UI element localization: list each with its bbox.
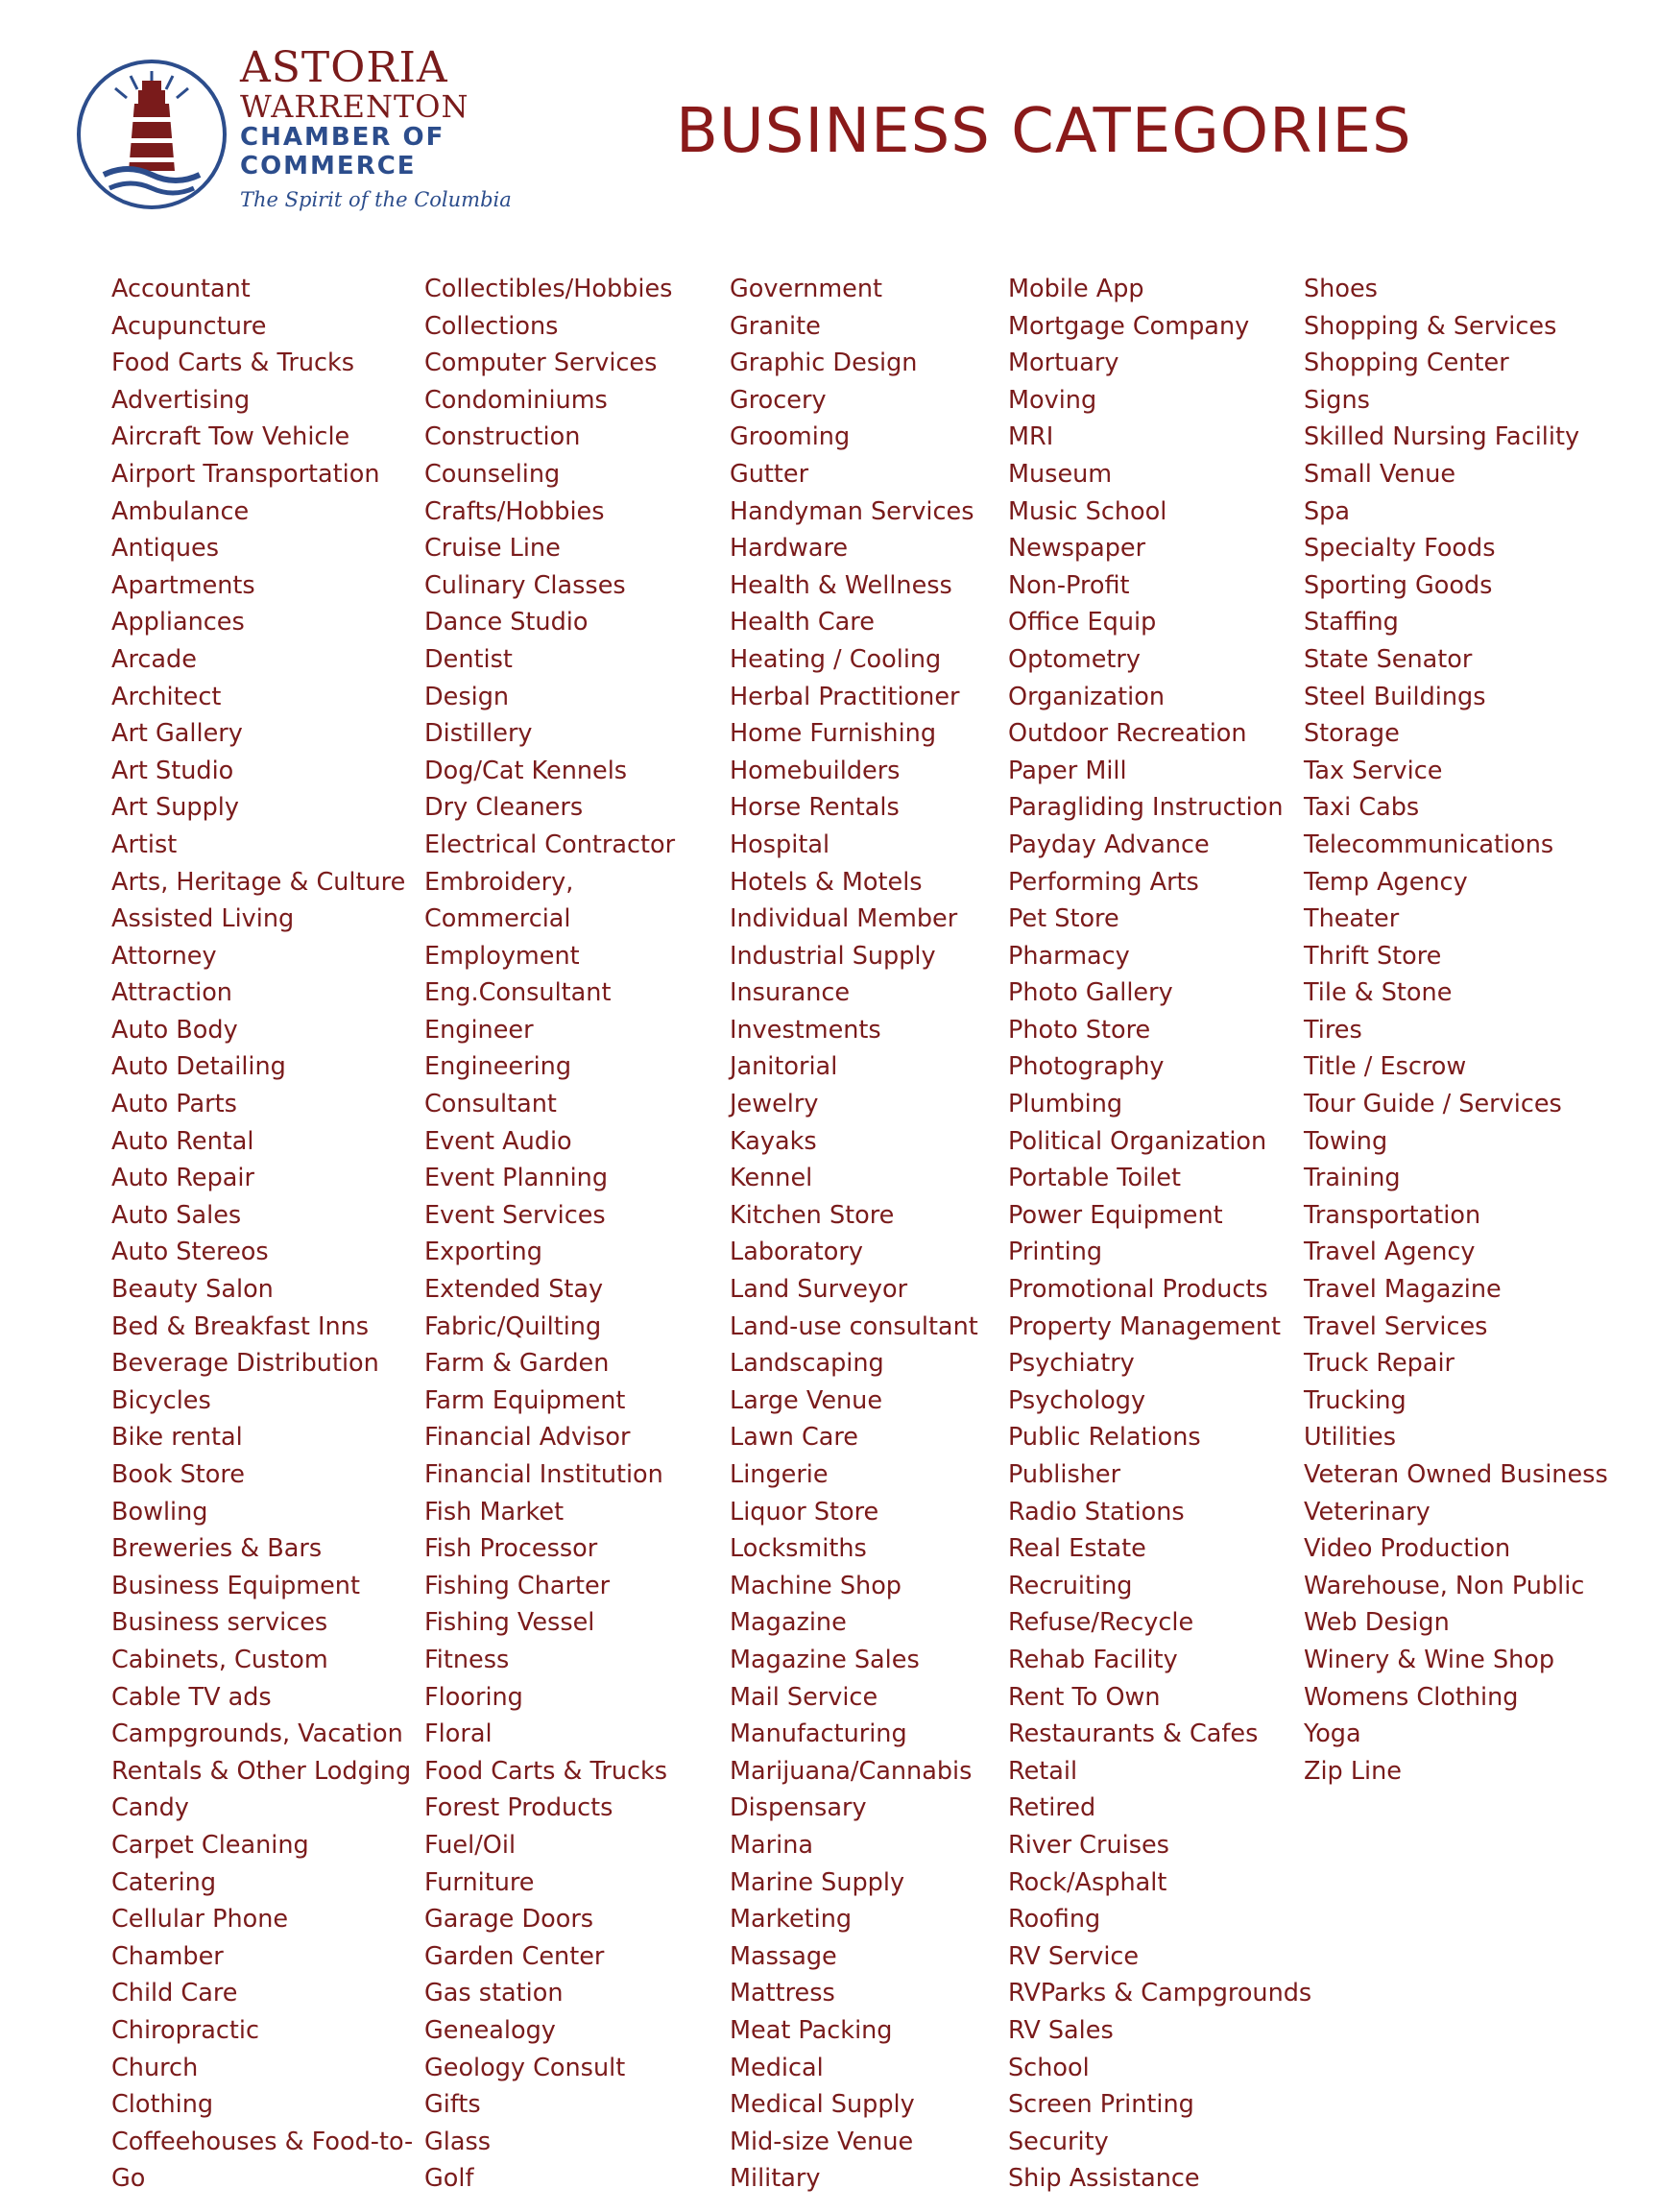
category-item: Apartments	[111, 570, 255, 600]
category-item: Screen Printing	[1008, 2090, 1194, 2120]
category-item: Retail	[1008, 1756, 1078, 1786]
category-item: Public Relations	[1008, 1423, 1201, 1453]
category-item: Consultant	[424, 1090, 557, 1119]
category-item: Skilled Nursing Facility	[1304, 422, 1580, 452]
category-item: Farm & Garden	[424, 1349, 610, 1379]
category-item: Land-use consultant	[730, 1311, 978, 1341]
category-item: Auto Stereos	[111, 1238, 269, 1267]
category-item: Child Care	[111, 1979, 238, 2008]
category-item: Fuel/Oil	[424, 1830, 517, 1860]
category-item: Accountant	[111, 275, 251, 303]
category-item: Food Carts & Trucks	[424, 1756, 668, 1786]
category-item: Candy	[111, 1793, 189, 1823]
category-item: Event Services	[424, 1200, 606, 1230]
category-item: River Cruises	[1008, 1830, 1169, 1860]
category-item: Crafts/Hobbies	[424, 496, 605, 526]
category-item: Pharmacy	[1008, 941, 1130, 971]
category-item: Breweries & Bars	[111, 1534, 323, 1564]
category-item: Appliances	[111, 608, 245, 637]
category-item: Book Store	[111, 1460, 245, 1489]
category-item: Gifts	[424, 2090, 481, 2120]
category-item: School	[1008, 2053, 1090, 2082]
category-item: Art Studio	[111, 756, 234, 785]
category-item: Medical	[730, 2053, 824, 2082]
category-item: Steel Buildings	[1304, 682, 1486, 711]
category-item: Shoes	[1304, 275, 1378, 303]
category-item: Architect	[111, 682, 222, 711]
category-item: Rent To Own	[1008, 1682, 1161, 1712]
category-item: Retired	[1008, 1793, 1096, 1823]
category-item: Magazine Sales	[730, 1645, 920, 1674]
category-item: Warehouse, Non Public	[1304, 1571, 1585, 1600]
category-item: Cruise Line	[424, 534, 561, 564]
category-item: Business Equipment	[111, 1571, 360, 1600]
category-item: Forest Products	[424, 1793, 613, 1823]
category-item: Non-Profit	[1008, 570, 1130, 600]
category-item: Beverage Distribution	[111, 1349, 379, 1379]
category-item: Liquor Store	[730, 1497, 879, 1527]
category-item: Medical Supply	[730, 2090, 915, 2120]
category-item: Marijuana/Cannabis	[730, 1756, 973, 1786]
category-item: Outdoor Recreation	[1008, 719, 1247, 749]
category-column-2	[424, 271, 675, 2198]
category-item: Rehab Facility	[1008, 1645, 1178, 1674]
category-item: Culinary Classes	[424, 570, 626, 600]
category-item: Trucking	[1304, 1385, 1407, 1415]
category-item: Meat Packing	[730, 2015, 893, 2045]
category-item: Aircraft Tow Vehicle	[111, 422, 350, 452]
category-item: Collections	[424, 311, 559, 341]
category-item: Military	[730, 2164, 821, 2194]
category-item: Flooring	[424, 1682, 523, 1712]
category-item: Cable TV ads	[111, 1682, 272, 1712]
category-item: Rock/Asphalt	[1008, 1867, 1167, 1897]
category-item: Artist	[111, 830, 178, 859]
category-item: Auto Detailing	[111, 1052, 286, 1082]
category-item: Bowling	[111, 1497, 208, 1527]
category-item: Zip Line	[1304, 1756, 1402, 1786]
category-item: Laboratory	[730, 1238, 863, 1267]
category-item: Food Carts & Trucks	[111, 349, 355, 378]
category-item: Travel Services	[1304, 1311, 1488, 1341]
category-item: Individual Member	[730, 904, 958, 934]
logo-commerce: COMMERCE	[240, 152, 417, 180]
category-item: Auto Sales	[111, 1200, 242, 1230]
category-item: Dog/Cat Kennels	[424, 756, 628, 785]
category-item: Art Gallery	[111, 719, 243, 749]
category-item: Auto Parts	[111, 1090, 237, 1119]
category-item: Chamber	[111, 1941, 224, 1971]
category-item: Magazine	[730, 1608, 847, 1638]
category-item: Photo Gallery	[1008, 978, 1173, 1008]
category-item: Garage Doors	[424, 1905, 594, 1935]
category-item: Jewelry	[730, 1090, 819, 1119]
category-item: Winery & Wine Shop	[1304, 1645, 1555, 1674]
category-item: Arts, Heritage & Culture	[111, 867, 406, 897]
category-item: RVParks & Campgrounds	[1008, 1979, 1312, 2008]
category-item: Tax Service	[1304, 756, 1443, 785]
category-item: Tile & Stone	[1304, 978, 1453, 1008]
category-item: Lingerie	[730, 1460, 829, 1489]
category-item: Travel Magazine	[1304, 1275, 1502, 1305]
category-item: Collectibles/Hobbies	[424, 275, 673, 303]
category-item: Locksmiths	[730, 1534, 867, 1564]
category-item: Pet Store	[1008, 904, 1119, 934]
category-item: Portable Toilet	[1008, 1164, 1181, 1193]
category-item: Printing	[1008, 1238, 1103, 1267]
category-item: Veteran Owned Business	[1304, 1460, 1608, 1489]
category-item: Optometry	[1008, 644, 1141, 674]
category-column-3	[730, 271, 978, 2198]
category-item: Roofing	[1008, 1905, 1101, 1935]
category-item: Truck Repair	[1304, 1349, 1455, 1379]
category-item: Tires	[1304, 1015, 1362, 1045]
category-item: Bed & Breakfast Inns	[111, 1311, 370, 1341]
category-item: Power Equipment	[1008, 1200, 1223, 1230]
category-item: Performing Arts	[1008, 867, 1199, 897]
category-item: Go	[111, 2164, 146, 2194]
category-item: Kayaks	[730, 1126, 817, 1156]
category-item: Lawn Care	[730, 1423, 858, 1453]
lighthouse-logo-icon	[75, 58, 228, 211]
category-item: Horse Rentals	[730, 793, 900, 823]
category-item: Womens Clothing	[1304, 1682, 1519, 1712]
category-item: Ship Assistance	[1008, 2164, 1200, 2194]
category-item: Towing	[1304, 1126, 1388, 1156]
category-item: Fabric/Quilting	[424, 1311, 602, 1341]
category-item: Transportation	[1304, 1200, 1481, 1230]
category-item: Dance Studio	[424, 608, 589, 637]
category-item: Handyman Services	[730, 496, 974, 526]
category-item: Security	[1008, 2127, 1109, 2156]
category-item: Restaurants & Cafes	[1008, 1719, 1259, 1749]
category-item: Electrical Contractor	[424, 830, 676, 859]
category-item: Rentals & Other Lodging	[111, 1756, 412, 1786]
category-item: Chiropractic	[111, 2015, 259, 2045]
logo-wordmark	[240, 43, 518, 219]
category-item: Dispensary	[730, 1793, 867, 1823]
category-item: Land Surveyor	[730, 1275, 908, 1305]
category-item: Mortgage Company	[1008, 311, 1250, 341]
category-item: Engineering	[424, 1052, 571, 1082]
category-item: Farm Equipment	[424, 1385, 626, 1415]
category-item: Acupuncture	[111, 311, 267, 341]
category-item: Museum	[1008, 459, 1113, 489]
category-item: Employment	[424, 941, 580, 971]
category-item: Janitorial	[730, 1052, 838, 1082]
category-item: Advertising	[111, 385, 251, 415]
category-item: Heating / Cooling	[730, 644, 942, 674]
category-item: Grooming	[730, 422, 851, 452]
category-item: Campgrounds, Vacation	[111, 1719, 403, 1749]
category-item: Art Supply	[111, 793, 239, 823]
category-item: Glass	[424, 2127, 492, 2156]
category-item: Exporting	[424, 1238, 542, 1267]
category-item: Property Management	[1008, 1311, 1281, 1341]
category-item: Dry Cleaners	[424, 793, 584, 823]
category-item: Condominiums	[424, 385, 608, 415]
category-item: Storage	[1304, 719, 1400, 749]
category-item: RV Service	[1008, 1941, 1140, 1971]
category-item: Manufacturing	[730, 1719, 907, 1749]
category-item: Eng.Consultant	[424, 978, 612, 1008]
category-item: Beauty Salon	[111, 1275, 274, 1305]
category-item: Extended Stay	[424, 1275, 604, 1305]
category-item: Veterinary	[1304, 1497, 1431, 1527]
category-item: Photography	[1008, 1052, 1165, 1082]
category-item: Theater	[1304, 904, 1400, 934]
category-item: Real Estate	[1008, 1534, 1146, 1564]
category-item: Landscaping	[730, 1349, 884, 1379]
category-item: Tour Guide / Services	[1304, 1090, 1562, 1119]
logo-astoria: ASTORIA	[240, 43, 448, 92]
category-item: Moving	[1008, 385, 1097, 415]
category-item: Shopping Center	[1304, 349, 1509, 378]
category-item: Health & Wellness	[730, 570, 952, 600]
category-item: Computer Services	[424, 349, 658, 378]
category-item: Commercial	[424, 904, 571, 934]
category-item: Arcade	[111, 644, 197, 674]
page-title: BUSINESS CATEGORIES	[676, 96, 1412, 167]
category-item: Photo Store	[1008, 1015, 1151, 1045]
category-item: Training	[1304, 1164, 1401, 1193]
category-item: Construction	[424, 422, 581, 452]
category-item: Home Furnishing	[730, 719, 937, 749]
category-item: Music School	[1008, 496, 1167, 526]
category-item: Signs	[1304, 385, 1370, 415]
category-item: Travel Agency	[1304, 1238, 1476, 1267]
category-item: Plumbing	[1008, 1090, 1123, 1119]
category-item: Kitchen Store	[730, 1200, 895, 1230]
category-item: Sporting Goods	[1304, 570, 1493, 600]
category-item: Catering	[111, 1867, 217, 1897]
category-item: Telecommunications	[1304, 830, 1554, 859]
category-item: Hospital	[730, 830, 830, 859]
category-item: Radio Stations	[1008, 1497, 1185, 1527]
category-item: Distillery	[424, 719, 533, 749]
category-item: Marina	[730, 1830, 813, 1860]
category-item: Refuse/Recycle	[1008, 1608, 1194, 1638]
category-item: Small Venue	[1304, 459, 1456, 489]
category-item: Auto Rental	[111, 1126, 254, 1156]
category-item: Promotional Products	[1008, 1275, 1268, 1305]
category-item: Auto Body	[111, 1015, 238, 1045]
category-item: Psychiatry	[1008, 1349, 1135, 1379]
category-item: Business services	[111, 1608, 328, 1638]
category-item: Church	[111, 2053, 199, 2082]
category-item: Attraction	[111, 978, 232, 1008]
category-item: Embroidery,	[424, 867, 574, 897]
category-item: Garden Center	[424, 1941, 605, 1971]
category-item: MRI	[1008, 422, 1054, 452]
category-item: Granite	[730, 311, 821, 341]
category-item: Yoga	[1304, 1719, 1361, 1749]
category-item: Attorney	[111, 941, 217, 971]
category-item: Government	[730, 275, 883, 303]
category-item: Temp Agency	[1304, 867, 1468, 897]
category-item: Dentist	[424, 644, 513, 674]
category-item: Bicycles	[111, 1385, 211, 1415]
category-item: Marine Supply	[730, 1867, 905, 1897]
category-item: Taxi Cabs	[1304, 793, 1420, 823]
category-column-1	[111, 271, 413, 2198]
category-item: Genealogy	[424, 2015, 556, 2045]
category-item: Massage	[730, 1941, 837, 1971]
category-item: Spa	[1304, 496, 1350, 526]
category-item: Cabinets, Custom	[111, 1645, 328, 1674]
category-item: Insurance	[730, 978, 851, 1008]
category-item: Antiques	[111, 534, 220, 564]
category-item: Counseling	[424, 459, 561, 489]
category-item: Event Audio	[424, 1126, 572, 1156]
category-item: Health Care	[730, 608, 875, 637]
category-item: Mobile App	[1008, 275, 1144, 303]
category-item: Kennel	[730, 1164, 813, 1193]
category-item: Political Organization	[1008, 1126, 1267, 1156]
category-item: Shopping & Services	[1304, 311, 1557, 341]
category-item: Newspaper	[1008, 534, 1146, 564]
logo-tagline: The Spirit of the Columbia	[240, 188, 512, 211]
category-item: Marketing	[730, 1905, 853, 1935]
category-item: Gutter	[730, 459, 809, 489]
category-item: Herbal Practitioner	[730, 682, 960, 711]
category-item: Furniture	[424, 1867, 535, 1897]
category-item: Mid-size Venue	[730, 2127, 914, 2156]
category-item: Hardware	[730, 534, 849, 564]
category-item: Financial Advisor	[424, 1423, 631, 1453]
category-item: Financial Institution	[424, 1460, 663, 1489]
category-item: Fish Market	[424, 1497, 565, 1527]
category-item: Web Design	[1304, 1608, 1450, 1638]
category-item: Office Equip	[1008, 608, 1157, 637]
category-item: Bike rental	[111, 1423, 243, 1453]
category-item: Event Planning	[424, 1164, 609, 1193]
category-item: Coffeehouses & Food-to-	[111, 2127, 414, 2156]
category-item: Payday Advance	[1008, 830, 1210, 859]
category-item: Title / Escrow	[1304, 1052, 1467, 1082]
category-item: Utilities	[1304, 1423, 1396, 1453]
category-item: Graphic Design	[730, 349, 918, 378]
category-item: Fishing Charter	[424, 1571, 611, 1600]
logo-chamber-of: CHAMBER OF	[240, 123, 445, 152]
category-item: Mail Service	[730, 1682, 878, 1712]
category-item: Paper Mill	[1008, 756, 1127, 785]
category-item: Mattress	[730, 1979, 835, 2008]
category-item: Engineer	[424, 1015, 534, 1045]
category-item: State Senator	[1304, 644, 1473, 674]
category-item: Cellular Phone	[111, 1905, 289, 1935]
category-item: Floral	[424, 1719, 493, 1749]
category-item: Investments	[730, 1015, 881, 1045]
category-item: Hotels & Motels	[730, 867, 923, 897]
category-item: Clothing	[111, 2090, 214, 2120]
category-item: Carpet Cleaning	[111, 1830, 309, 1860]
category-item: Design	[424, 682, 510, 711]
category-item: RV Sales	[1008, 2015, 1114, 2045]
category-item: Industrial Supply	[730, 941, 936, 971]
category-item: Fishing Vessel	[424, 1608, 595, 1638]
category-item: Assisted Living	[111, 904, 295, 934]
category-item: Staffing	[1304, 608, 1399, 637]
category-column-4	[1008, 271, 1311, 2198]
category-item: Geology Consult	[424, 2053, 626, 2082]
category-item: Paragliding Instruction	[1008, 793, 1284, 823]
chamber-logo	[69, 43, 512, 228]
category-item: Ambulance	[111, 496, 250, 526]
category-item: Large Venue	[730, 1385, 883, 1415]
category-item: Homebuilders	[730, 756, 901, 785]
category-item: Specialty Foods	[1304, 534, 1496, 564]
category-item: Auto Repair	[111, 1164, 254, 1193]
category-item: Psychology	[1008, 1385, 1146, 1415]
category-item: Fish Processor	[424, 1534, 598, 1564]
logo-warrenton: WARRENTON	[240, 88, 469, 125]
category-item: Mortuary	[1008, 349, 1119, 378]
category-item: Video Production	[1304, 1534, 1511, 1564]
category-item: Machine Shop	[730, 1571, 902, 1600]
category-item: Organization	[1008, 682, 1166, 711]
category-item: Publisher	[1008, 1460, 1121, 1489]
category-column-5	[1304, 271, 1608, 1790]
category-item: Fitness	[424, 1645, 510, 1674]
category-item: Airport Transportation	[111, 459, 380, 489]
category-item: Thrift Store	[1304, 941, 1442, 971]
category-item: Grocery	[730, 385, 827, 415]
category-item: Recruiting	[1008, 1571, 1133, 1600]
category-item: Golf	[424, 2164, 474, 2194]
category-item: Gas station	[424, 1979, 564, 2008]
